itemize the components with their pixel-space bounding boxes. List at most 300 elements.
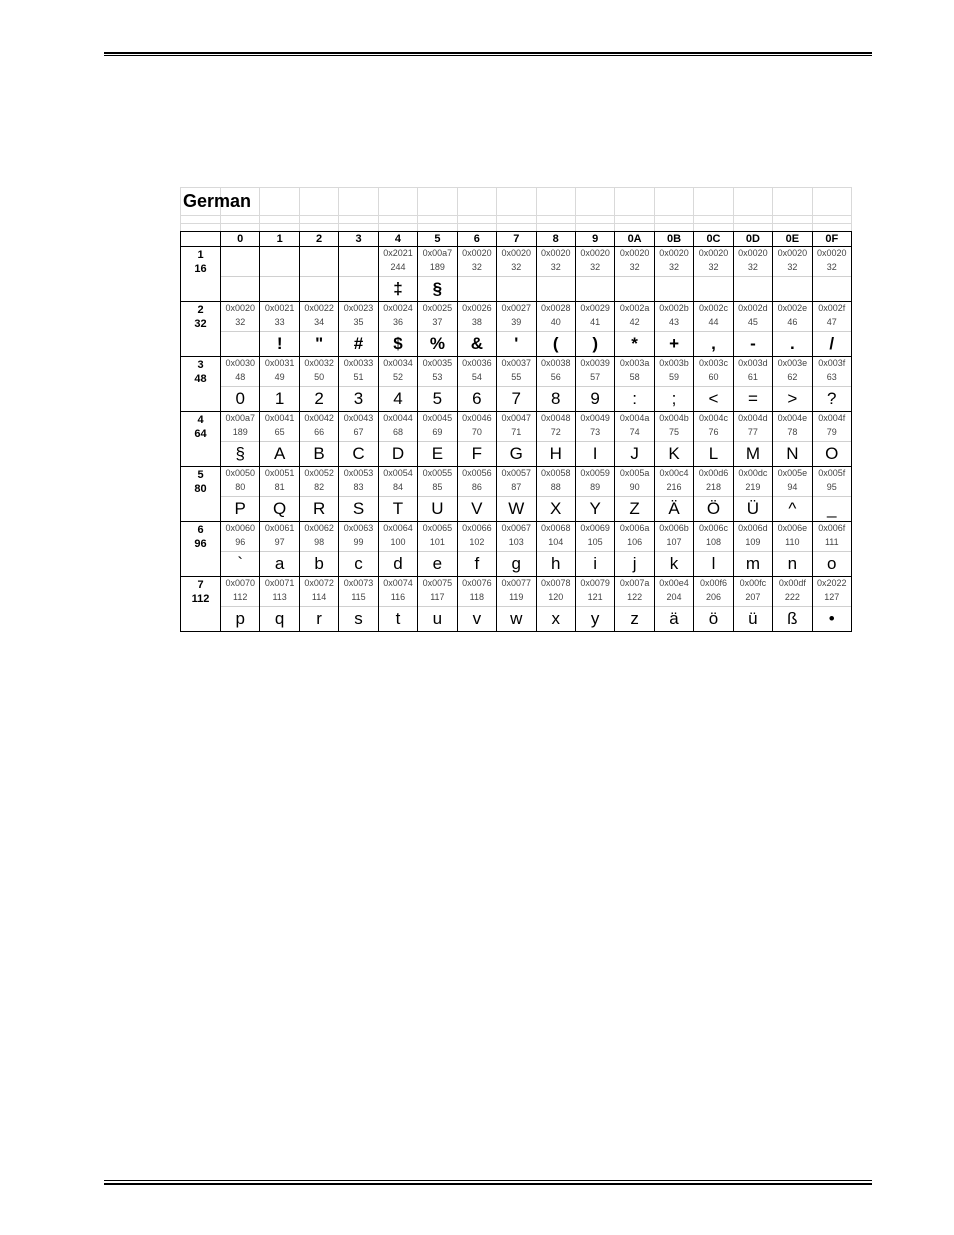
decimal-code: 45	[747, 317, 758, 327]
glyph: ‡	[379, 276, 417, 301]
glyph: D	[379, 441, 417, 466]
row-number: 112	[191, 593, 210, 605]
glyph: §	[418, 276, 456, 301]
decimal-code: 43	[669, 317, 680, 327]
glyph: S	[339, 496, 377, 521]
column-header: 0F	[812, 232, 851, 247]
hex-code: 0x0058	[540, 468, 571, 478]
decimal-code: 68	[392, 427, 403, 437]
row-header	[181, 357, 221, 412]
char-cell	[497, 577, 536, 632]
char-cell	[733, 467, 772, 522]
glyph: W	[497, 496, 535, 521]
decimal-code: 244	[390, 262, 406, 272]
decimal-code: 63	[826, 372, 837, 382]
row-header	[181, 467, 221, 522]
char-cell	[654, 467, 693, 522]
hex-code: 0x0026	[462, 303, 492, 313]
decimal-code: 55	[511, 372, 522, 382]
row-number: 64	[194, 428, 207, 440]
glyph: V	[458, 496, 496, 521]
decimal-code: 109	[745, 537, 761, 547]
hex-code: 0x0025	[422, 303, 453, 313]
glyph: "	[300, 331, 338, 356]
hex-code: 0x0029	[580, 303, 610, 313]
char-cell	[497, 467, 536, 522]
decimal-code: 107	[666, 537, 682, 547]
hex-code: 0x0030	[225, 358, 255, 368]
char-cell	[299, 522, 338, 577]
char-cell	[221, 357, 260, 412]
hex-code: 0x005f	[818, 468, 846, 478]
char-cell	[654, 357, 693, 412]
hex-code: 0x00df	[778, 578, 806, 588]
decimal-code: 85	[432, 482, 443, 492]
footer-rule	[104, 1183, 872, 1185]
hex-code: 0x0044	[383, 413, 413, 423]
hex-code	[221, 247, 259, 261]
column-header: 0A	[615, 232, 654, 247]
char-cell	[615, 412, 654, 467]
hex-code: 0x006c	[698, 523, 728, 533]
char-cell	[339, 522, 378, 577]
hex-code: 0x002b	[659, 303, 689, 313]
decimal-code: 113	[272, 592, 287, 602]
row-label: 7	[197, 579, 204, 591]
glyph	[300, 276, 338, 301]
spacer-row	[180, 215, 852, 223]
hex-code: 0x0057	[501, 468, 532, 478]
row-label: 6	[197, 524, 204, 536]
decimal-code: 61	[747, 372, 758, 382]
hex-code: 0x005a	[619, 468, 650, 478]
glyph	[694, 276, 732, 301]
char-cell	[654, 577, 693, 632]
hex-code: 0x0020	[738, 248, 768, 258]
glyph: Ü	[734, 496, 772, 521]
glyph: `	[221, 551, 259, 576]
hex-code: 0x0078	[540, 578, 571, 588]
hex-code: 0x0020	[777, 248, 808, 258]
glyph: C	[339, 441, 377, 466]
glyph	[734, 276, 772, 301]
glyph: 5	[418, 386, 456, 411]
hex-code: 0x0024	[383, 303, 413, 313]
glyph: >	[773, 386, 811, 411]
decimal-code: 53	[432, 372, 443, 382]
decimal-code: 80	[235, 482, 246, 492]
glyph	[773, 276, 811, 301]
glyph: #	[339, 331, 377, 356]
hex-code: 0x0056	[462, 468, 492, 478]
decimal-code: 51	[353, 372, 364, 382]
column-header: 5	[418, 232, 457, 247]
glyph	[458, 276, 496, 301]
hex-code: 0x0037	[501, 358, 532, 368]
glyph	[221, 276, 259, 301]
decimal-code: 84	[392, 482, 403, 492]
decimal-code: 100	[390, 537, 406, 547]
char-cell	[221, 577, 260, 632]
char-cell	[339, 302, 378, 357]
decimal-code: 66	[314, 427, 325, 437]
decimal-code: 70	[471, 427, 482, 437]
hex-code: 0x0052	[304, 468, 334, 478]
row-label: 3	[197, 359, 204, 371]
char-cell	[497, 247, 536, 302]
decimal-code: 32	[235, 317, 246, 327]
hex-code: 0x0035	[422, 358, 453, 368]
glyph: ?	[813, 386, 851, 411]
row-number: 80	[194, 483, 207, 495]
glyph: l	[694, 551, 732, 576]
char-cell	[733, 302, 772, 357]
char-cell	[497, 412, 536, 467]
char-cell	[654, 412, 693, 467]
hex-code: 0x2022	[817, 578, 847, 588]
glyph: (	[537, 331, 575, 356]
glyph	[339, 276, 377, 301]
decimal-code: 32	[747, 262, 758, 272]
decimal-code: 111	[824, 537, 839, 547]
hex-code: 0x0039	[580, 358, 610, 368]
glyph: b	[300, 551, 338, 576]
header-rule	[104, 52, 872, 54]
glyph: J	[615, 441, 653, 466]
char-cell	[536, 302, 575, 357]
decimal-code: 54	[471, 372, 482, 382]
glyph	[813, 276, 851, 301]
decimal-code: 207	[745, 592, 761, 602]
char-cell	[812, 247, 851, 302]
glyph: U	[418, 496, 456, 521]
hex-code: 0x0051	[264, 468, 295, 478]
decimal-code: 106	[627, 537, 643, 547]
glyph: h	[537, 551, 575, 576]
char-cell	[812, 412, 851, 467]
row-number: 96	[194, 538, 207, 550]
decimal-code: 96	[235, 537, 246, 547]
decimal-code: 87	[511, 482, 522, 492]
char-cell	[773, 412, 812, 467]
hex-code: 0x0021	[264, 303, 295, 313]
char-cell	[378, 302, 417, 357]
hex-code: 0x0020	[580, 248, 610, 258]
table-row	[181, 247, 852, 302]
decimal-code: 88	[550, 482, 561, 492]
hex-code: 0x00fc	[739, 578, 767, 588]
decimal-code: 73	[590, 427, 601, 437]
row-number: 48	[194, 373, 207, 385]
char-cell	[733, 412, 772, 467]
glyph: d	[379, 551, 417, 576]
hex-code: 0x0038	[540, 358, 571, 368]
char-cell	[418, 302, 457, 357]
glyph: T	[379, 496, 417, 521]
table-row	[181, 467, 852, 522]
glyph: N	[773, 441, 811, 466]
decimal-code: 222	[784, 592, 800, 602]
decimal-code	[300, 261, 338, 276]
sheet-title: German	[183, 191, 252, 211]
hex-code: 0x004c	[698, 413, 728, 423]
column-header: 7	[497, 232, 536, 247]
hex-code: 0x00dc	[738, 468, 768, 478]
glyph: '	[497, 331, 535, 356]
char-cell	[812, 522, 851, 577]
hex-code: 0x002d	[738, 303, 768, 313]
char-cell	[733, 522, 772, 577]
hex-code: 0x002c	[698, 303, 728, 313]
char-cell	[575, 247, 614, 302]
hex-code: 0x0068	[540, 523, 571, 533]
hex-code: 0x0046	[462, 413, 492, 423]
char-cell	[615, 302, 654, 357]
hex-code: 0x0032	[304, 358, 334, 368]
row-header	[181, 577, 221, 632]
hex-code: 0x00e4	[659, 578, 689, 588]
hex-code: 0x0066	[462, 523, 492, 533]
char-cell	[497, 302, 536, 357]
glyph: O	[813, 441, 851, 466]
glyph: Y	[576, 496, 614, 521]
decimal-code: 71	[511, 427, 522, 437]
hex-code: 0x006d	[738, 523, 768, 533]
table-row	[181, 577, 852, 632]
char-cell	[694, 357, 733, 412]
decimal-code: 49	[274, 372, 285, 382]
glyph: •	[813, 606, 851, 631]
hex-code: 0x0059	[580, 468, 610, 478]
char-cell	[575, 412, 614, 467]
char-cell	[812, 467, 851, 522]
glyph: 2	[300, 386, 338, 411]
decimal-code: 32	[669, 262, 680, 272]
glyph: Q	[260, 496, 298, 521]
char-cell	[299, 467, 338, 522]
decimal-code: 82	[314, 482, 325, 492]
glyph	[260, 276, 298, 301]
char-cell	[497, 522, 536, 577]
hex-code: 0x0049	[580, 413, 610, 423]
decimal-code: 103	[508, 537, 524, 547]
decimal-code: 52	[392, 372, 403, 382]
glyph: ö	[694, 606, 732, 631]
hex-code: 0x002f	[818, 303, 846, 313]
glyph: 7	[497, 386, 535, 411]
decimal-code: 97	[274, 537, 285, 547]
decimal-code: 44	[708, 317, 719, 327]
decimal-code: 121	[587, 592, 603, 602]
decimal-code: 32	[629, 262, 640, 272]
glyph	[655, 276, 693, 301]
decimal-code: 218	[705, 482, 721, 492]
hex-code: 0x004d	[738, 413, 768, 423]
char-cell	[733, 247, 772, 302]
column-header: 2	[299, 232, 338, 247]
char-cell	[339, 577, 378, 632]
char-cell	[575, 357, 614, 412]
char-cell	[221, 302, 260, 357]
glyph: §	[221, 441, 259, 466]
glyph: t	[379, 606, 417, 631]
hex-code: 0x0023	[343, 303, 374, 313]
hex-code: 0x0071	[264, 578, 295, 588]
char-cell	[575, 467, 614, 522]
glyph	[615, 276, 653, 301]
glyph: q	[260, 606, 298, 631]
char-cell	[457, 522, 496, 577]
character-map-sheet	[180, 187, 852, 632]
decimal-code: 33	[274, 317, 285, 327]
table-row	[181, 412, 852, 467]
decimal-code: 117	[430, 592, 445, 602]
hex-code: 0x0075	[422, 578, 453, 588]
glyph: -	[734, 331, 772, 356]
glyph: _	[813, 496, 851, 521]
glyph: s	[339, 606, 377, 631]
decimal-code: 56	[550, 372, 561, 382]
hex-code: 0x0020	[619, 248, 650, 258]
hex-code: 0x002a	[619, 303, 650, 313]
char-cell	[418, 522, 457, 577]
row-number: 32	[194, 318, 207, 330]
decimal-code: 81	[274, 482, 285, 492]
decimal-code: 59	[669, 372, 680, 382]
decimal-code: 116	[390, 592, 406, 602]
decimal-code: 69	[432, 427, 443, 437]
decimal-code: 67	[353, 427, 364, 437]
row-label: 2	[197, 304, 204, 316]
char-cell	[260, 357, 299, 412]
char-cell	[575, 522, 614, 577]
hex-code: 0x00d6	[698, 468, 729, 478]
spacer-row	[180, 223, 852, 231]
decimal-code: 47	[826, 317, 837, 327]
glyph: f	[458, 551, 496, 576]
glyph: ß	[773, 606, 811, 631]
hex-code: 0x0062	[304, 523, 334, 533]
hex-code: 0x0045	[422, 413, 453, 423]
glyph	[537, 276, 575, 301]
hex-code: 0x0070	[225, 578, 255, 588]
hex-code: 0x003c	[698, 358, 728, 368]
char-cell	[733, 577, 772, 632]
hex-code: 0x0048	[540, 413, 571, 423]
decimal-code: 118	[469, 592, 485, 602]
glyph: H	[537, 441, 575, 466]
glyph: y	[576, 606, 614, 631]
glyph	[576, 276, 614, 301]
char-cell	[615, 522, 654, 577]
char-cell	[615, 357, 654, 412]
hex-code: 0x0020	[501, 248, 532, 258]
char-cell	[457, 357, 496, 412]
glyph: &	[458, 331, 496, 356]
decimal-code: 62	[787, 372, 798, 382]
hex-code: 0x0067	[501, 523, 532, 533]
char-cell	[260, 247, 299, 302]
glyph: i	[576, 551, 614, 576]
hex-code: 0x006f	[818, 523, 846, 533]
glyph: %	[418, 331, 456, 356]
char-cell	[615, 247, 654, 302]
decimal-code: 77	[747, 427, 758, 437]
char-cell	[773, 577, 812, 632]
decimal-code: 60	[708, 372, 719, 382]
decimal-code: 110	[785, 537, 800, 547]
char-cell	[299, 577, 338, 632]
column-header: 3	[339, 232, 378, 247]
decimal-code: 98	[314, 537, 325, 547]
glyph: v	[458, 606, 496, 631]
glyph: ä	[655, 606, 693, 631]
char-cell	[457, 467, 496, 522]
glyph: :	[615, 386, 653, 411]
hex-code: 0x003b	[659, 358, 689, 368]
decimal-code: 36	[392, 317, 403, 327]
decimal-code: 74	[629, 427, 640, 437]
hex-code: 0x0043	[343, 413, 374, 423]
char-cell	[378, 357, 417, 412]
hex-code: 0x0020	[659, 248, 689, 258]
hex-code: 0x00f6	[699, 578, 727, 588]
decimal-code: 104	[548, 537, 564, 547]
char-cell	[654, 302, 693, 357]
char-cell	[221, 467, 260, 522]
glyph: Ö	[694, 496, 732, 521]
hex-code: 0x0073	[343, 578, 374, 588]
hex-code: 0x00a7	[225, 413, 255, 423]
column-header: 0E	[773, 232, 812, 247]
char-cell	[457, 302, 496, 357]
char-cell	[418, 412, 457, 467]
row-label: 1	[197, 249, 204, 261]
hex-code: 0x007a	[619, 578, 650, 588]
decimal-code: 120	[548, 592, 564, 602]
glyph: n	[773, 551, 811, 576]
char-cell	[812, 302, 851, 357]
glyph: o	[813, 551, 851, 576]
char-cell	[339, 412, 378, 467]
glyph: R	[300, 496, 338, 521]
glyph: !	[260, 331, 298, 356]
char-cell	[221, 412, 260, 467]
char-cell	[615, 467, 654, 522]
char-cell	[536, 522, 575, 577]
decimal-code: 122	[627, 592, 643, 602]
glyph: g	[497, 551, 535, 576]
row-header	[181, 412, 221, 467]
char-cell	[536, 577, 575, 632]
char-cell	[812, 357, 851, 412]
footer-rule-thin	[104, 1180, 872, 1181]
glyph: u	[418, 606, 456, 631]
hex-code: 0x002e	[777, 303, 808, 313]
decimal-code: 219	[745, 482, 761, 492]
decimal-code: 115	[351, 592, 366, 602]
glyph: $	[379, 331, 417, 356]
glyph: 1	[260, 386, 298, 411]
decimal-code: 50	[314, 372, 325, 382]
decimal-code: 99	[353, 537, 364, 547]
decimal-code: 94	[787, 482, 798, 492]
decimal-code: 101	[429, 537, 445, 547]
hex-code: 0x0079	[580, 578, 610, 588]
glyph: w	[497, 606, 535, 631]
hex-code: 0x0064	[383, 523, 413, 533]
row-number: 16	[194, 263, 207, 275]
